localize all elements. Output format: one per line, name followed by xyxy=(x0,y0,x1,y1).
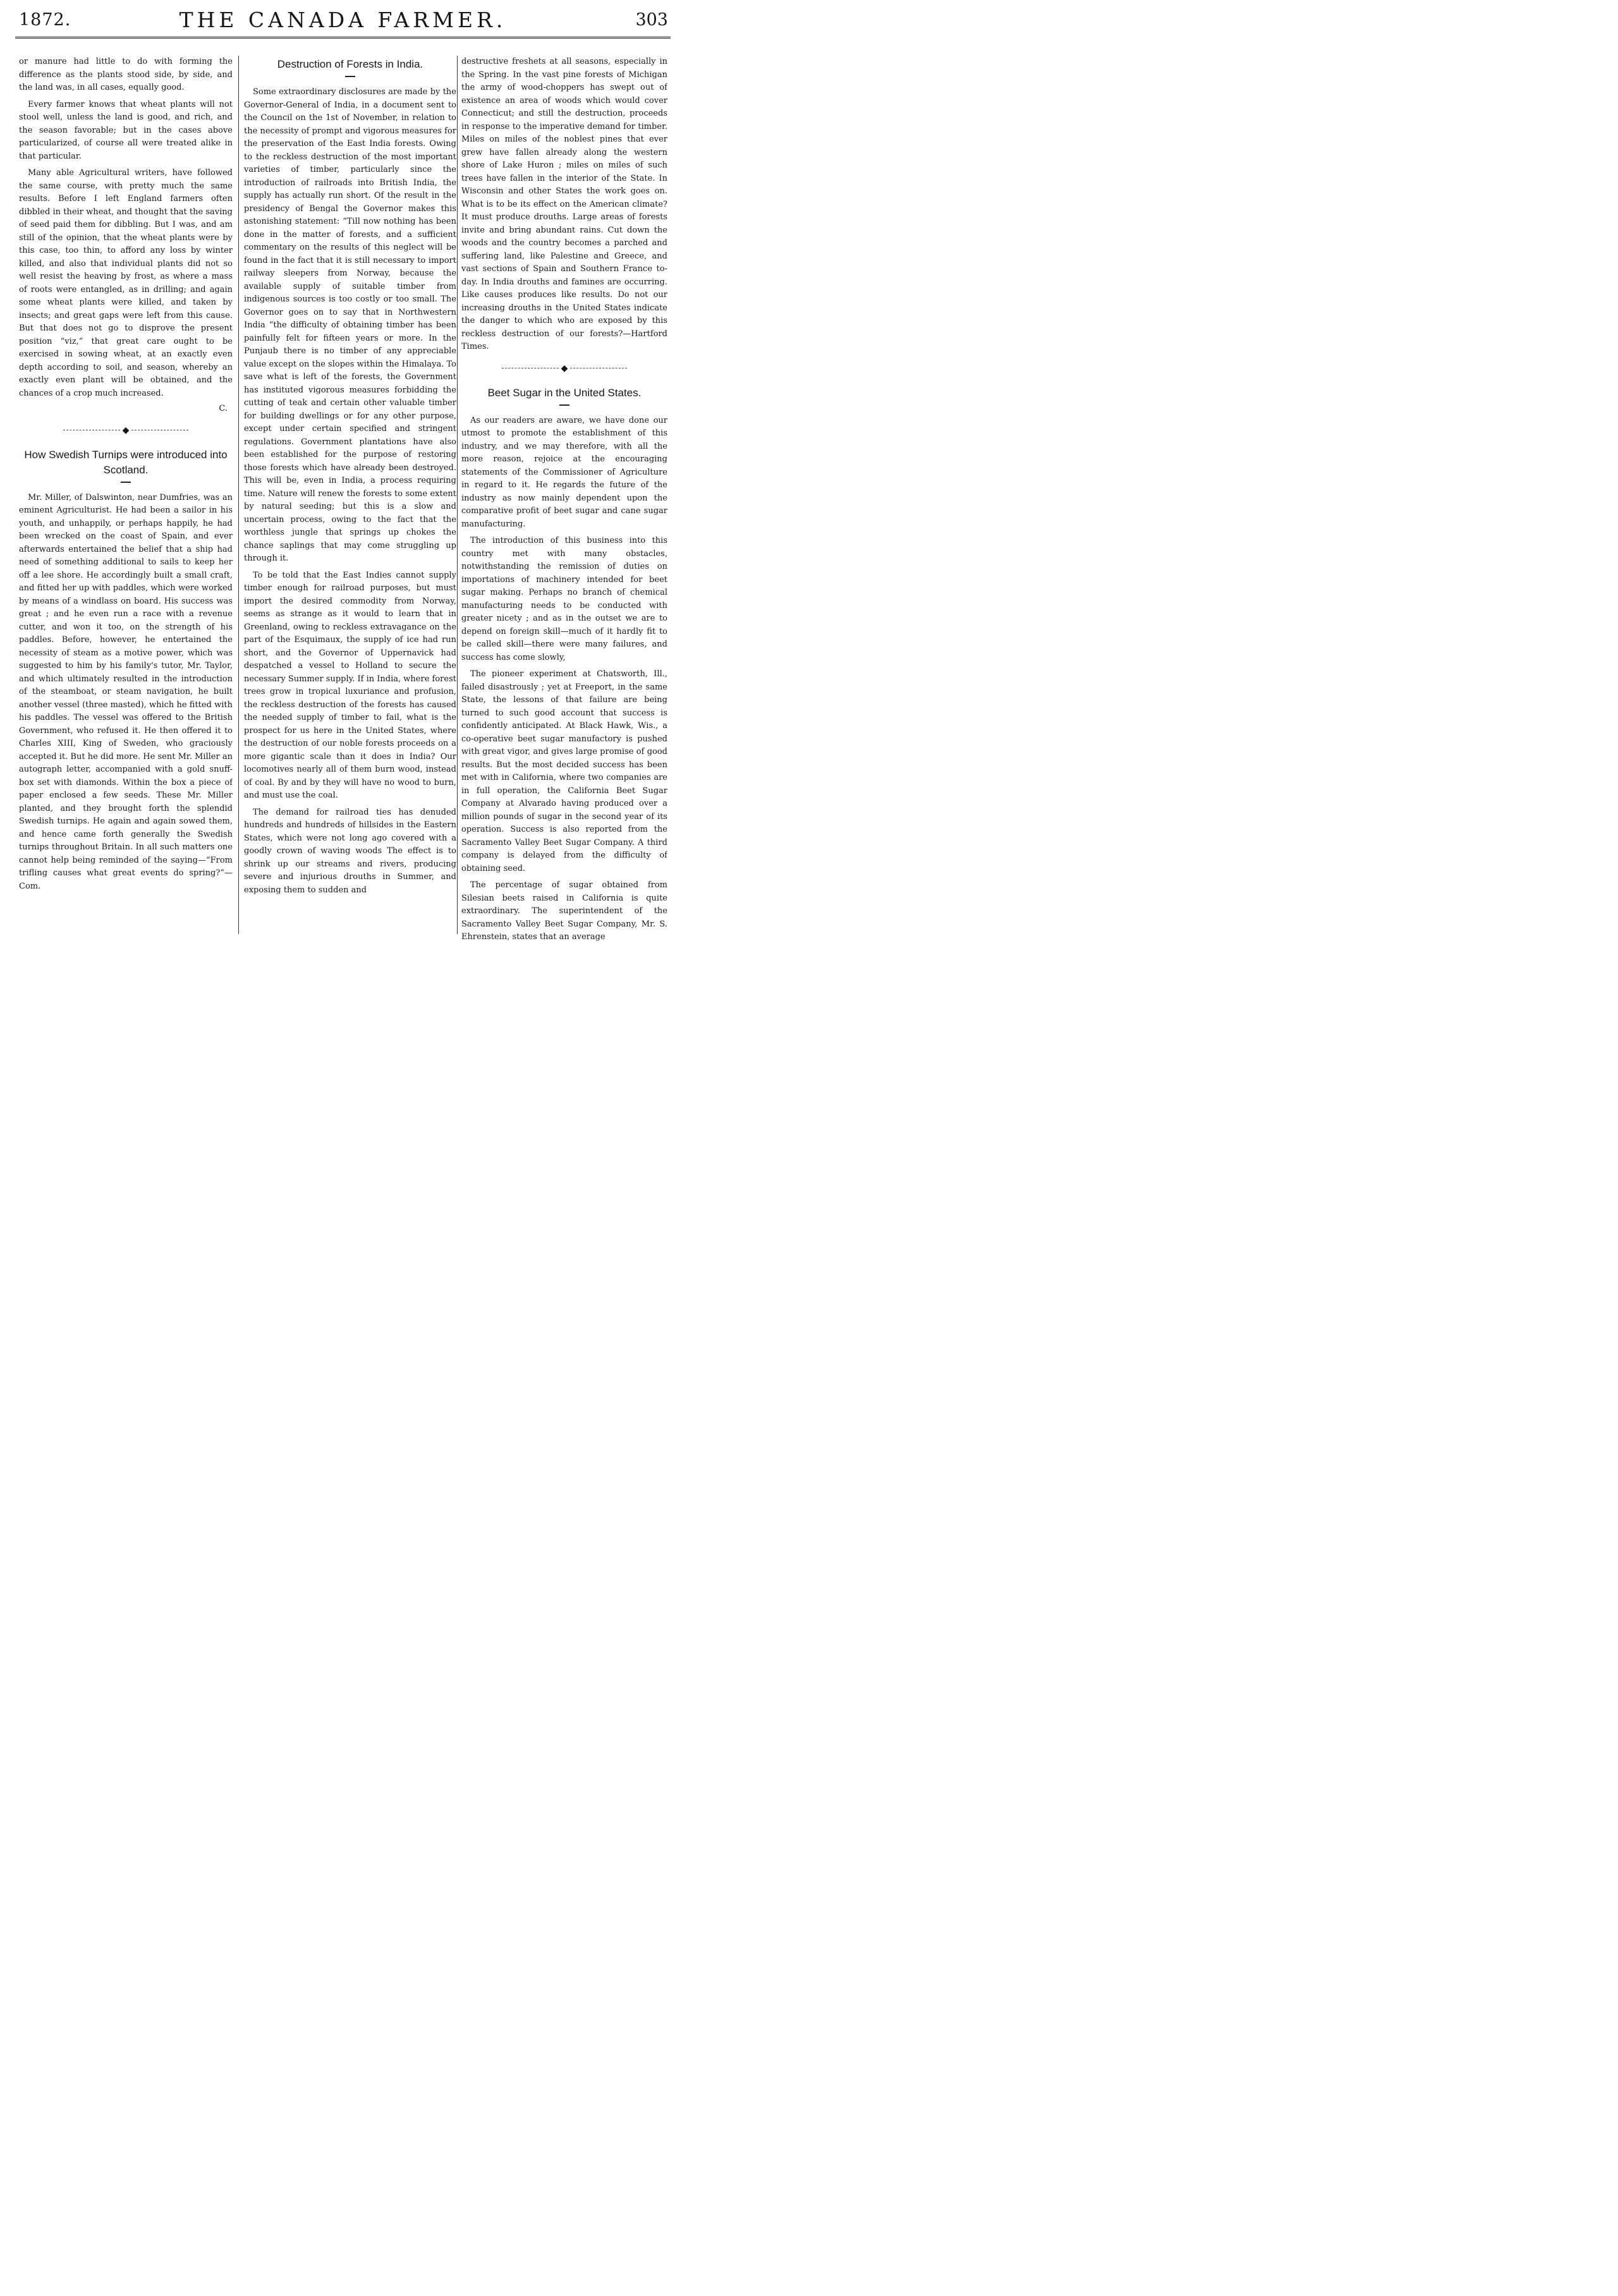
article-paragraph: Mr. Miller, of Dalswinton, near Dumfries, was an eminent Agriculturist. He had been a sailor in his youth, and unhappily, or perhaps happily, he had been wrecked on the coast of Spain, and ever afterwards entertained the belief that a ship had need of something additional to sails to keep her off a lee shore. He accordingly built a small craft, and fitted her up with paddles, which were worked by means of a windlass on board. His success was great ; and he even run a race with a revenue cutter, and won it too, on the strength of his paddles. Before, however, he entertained the necessity of steam as a motive power, which was suggested to him by his family's tutor, Mr. Taylor, and which ultimately resulted in the introduction of the steamboat, or steam navigation, he built another vessel (three masted), which he fitted with his paddles. The vessel was offered to the British Government, who refused it. He then offered it to Charles XIII, King of Sweden, who graciously accepted it. But he did more. He sent Mr. Miller an autograph letter, accompanied with a gold snuff-box set with diamonds. Within the box a piece of paper enclosed a few seeds. These Mr. Miller planted, and they brought forth the splendid Swedish turnips. He again and again sowed them, and hence came forth generally the Swedish turnips throughout Britain. In all such matters one cannot help being reminded of the saying—“From trifling causes what great events do spring?”—Com. xyxy=(19,492,233,891)
header-year: 1872. xyxy=(19,10,71,30)
page-number: 303 xyxy=(635,10,668,30)
article-paragraph: Many able Agricultural writers, have followed the same course, with pretty much the same results. Before I left England farmers often dibbled in their wheat, and thought that the saving of seed paid them for dibbling. But I was, and am still of the opinion, that the wheat plants were by this case, too thin, to afford any loss by winter killed, and also that individual plants did not so well resist the heaving by frost, as where a mass of roots were entangled, as in drilling; and again some wheat plants were killed, and taken by insects; and great gaps were left from this cause. But that does not go to disprove the present position “viz,” that great care ought to be exercised in sowing wheat, at an exactly even depth according to soil, and season, whereby an exactly even plant will be obtained, and the chances of a crop much increased. xyxy=(19,168,233,398)
masthead-title: THE CANADA FARMER. xyxy=(179,8,507,32)
column-3 xyxy=(461,56,667,953)
article-title-beet-sugar: Beet Sugar in the United States. xyxy=(487,386,642,399)
column-1 xyxy=(19,56,233,953)
article-paragraph: The demand for railroad ties has denuded hundreds and hundreds of hillsides in the Eastern States, which were not long ago covered with a goodly crown of waving woods The effect is to shrink up our streams and rivers, producing severe and injurious drouths in Summer, and exposing them to sudden and xyxy=(244,807,456,895)
article-paragraph: The introduction of this business into this country met with many obstacles, notwithstanding the remission of duties on importations of machinery intended for beet sugar making. Perhaps no branch of chemical manufacturing needs to be conducted with greater nicety ; and as in the outset we are to depend on foreign skill—much of it hardly fit to be called skill—there were many failures, and success has come slowly, xyxy=(461,536,667,662)
column-2 xyxy=(244,56,456,953)
title-rule xyxy=(345,76,355,77)
article-paragraph: or manure had little to do with forming the difference as the plants stood side, by side, and the land was, in all cases, equally good. xyxy=(19,57,233,92)
article-title-turnips: How Swedish Turnips were introduced into Scotland. xyxy=(24,448,228,476)
article-paragraph: Every farmer knows that wheat plants will not stool well, unless the land is good, and rich, and the season favorable; but in the cases above particularized, of course all were treated alike in that particular. xyxy=(19,99,233,161)
column-divider xyxy=(457,56,458,934)
section-ornament: ◆ xyxy=(461,364,667,373)
article-paragraph: To be told that the East Indies cannot supply timber enough for railroad purposes, but must import the desired commodity from Norway, seems as strange as it would to learn that in Greenland, owing to reckless extravagance on the part of the Esquimaux, the supply of ice had run short, and the Governor of Uppernavick had despatched a vessel to Holland to secure the necessary Summer supply. If in India, where forest trees grow in tropical luxuriance and profusion, the reckless destruction of the forests has caused the needed supply of timber to fail, what is the prospect for us here in the United States, where the destruction of our noble forests proceeds on a more gigantic scale than it does in India? Our locomotives nearly all of them burn wood, instead of coal. By and by they will have no wood to burn, and must use the coal. xyxy=(244,570,456,800)
section-ornament: ◆ xyxy=(19,426,233,435)
page-header xyxy=(15,5,671,39)
column-divider xyxy=(238,56,239,934)
article-paragraph: The percentage of sugar obtained from Silesian beets raised in California is quite extraordinary. The superintendent of the Sacramento Valley Beet Sugar Company, Mr. S. Ehrenstein, states that an average xyxy=(461,880,667,942)
title-rule xyxy=(559,404,569,406)
article-paragraph: Some extraordinary disclosures are made by the Governor-General of India, in a document sent to the Council on the 1st of November, in relation to the necessity of prompt and vigorous measures for the preservation of the East India forests. Owing to the reckless destruction of the most important varieties of timber, particularly since the introduction of railroads into British India, the supply has actually run short. Of the result in the presidency of Bengal the Governor makes this astonishing statement: “Till now nothing has been done in the matter of forests, and a sufficient commentary on the results of this neglect will be found in the fact that it is still necessary to import railway sleepers from Norway, because the available supply of suitable timber from indigenous sources is too costly or too small. The Governor goes on to say that in Northwestern India “the difficulty of obtaining timber has been painfully felt for fifteen years or more. In the Punjaub there is no timber of any appreciable value except on the slopes within the Himalaya. To save what is left of the forests, the Government has instituted vigorous measures forbidding the cutting of teak and certain other valuable timber for building dwellings or for any other purpose, except under certain specified and stringent regulations. Government plantations have also been established for the purpose of restoring those forests which have already been destroyed. This will be, even in India, a process requiring time. Nature will renew the forests to some extent by natural seeding; but this is a slow and uncertain process, owing to the fact that the worthless jungle that springs up chokes the chance saplings that may come struggling up through it. xyxy=(244,87,456,563)
title-rule xyxy=(121,482,131,483)
author-signature: C. xyxy=(219,404,228,413)
article-paragraph: The pioneer experiment at Chatsworth, Ill., failed disastrously ; yet at Freeport, in the same State, the lessons of that failure are being turned to such good account that success is confidently anticipated. At Black Hawk, Wis., a co-operative beet sugar manufactory is pushed with great vigor, and gives large promise of good results. But the most decided success has been met with in California, where two companies are in full operation, the California Beet Sugar Company at Alvarado having produced over a million pounds of sugar in the second year of its operation. Success is also reported from the Sacramento Valley Beet Sugar Company. A third company is delayed from the difficulty of obtaining seed. xyxy=(461,669,667,873)
article-paragraph: destructive freshets at all seasons, especially in the Spring. In the vast pine forests of Michigan the army of wood-choppers has swept out of existence an area of woods which would cover Connecticut; and still the destruction, proceeds in response to the imperative demand for timber. Miles on miles of the noblest pines that ever grew have fallen already along the western shore of Lake Huron ; miles on miles of such trees have fallen in the interior of the State. In Wisconsin and other States the work goes on. What is to be its effect on the American climate? It must produce drouths. Large areas of forests invite and bring abundant rains. Cut down the woods and the country becomes a parched and suffering land, like Palestine and Greece, and vast sections of Spain and Southern France to-day. In India drouths and famines are occurring. Like causes produces like results. Do not our increasing drouths in the United States indicate the danger to which who are exposed by this reckless destruction of our forests?—Hartford Times. xyxy=(461,57,667,351)
article-paragraph: As our readers are aware, we have done our utmost to promote the establishment of this industry, and we may therefore, with all the more reason, rejoice at the encouraging statements of the Commissioner of Agriculture in regard to it. He regards the future of the industry as now mainly dependent upon the comparative profit of beet sugar and cane sugar manufacturing. xyxy=(461,415,667,529)
article-title-forests: Destruction of Forests in India. xyxy=(277,58,423,70)
